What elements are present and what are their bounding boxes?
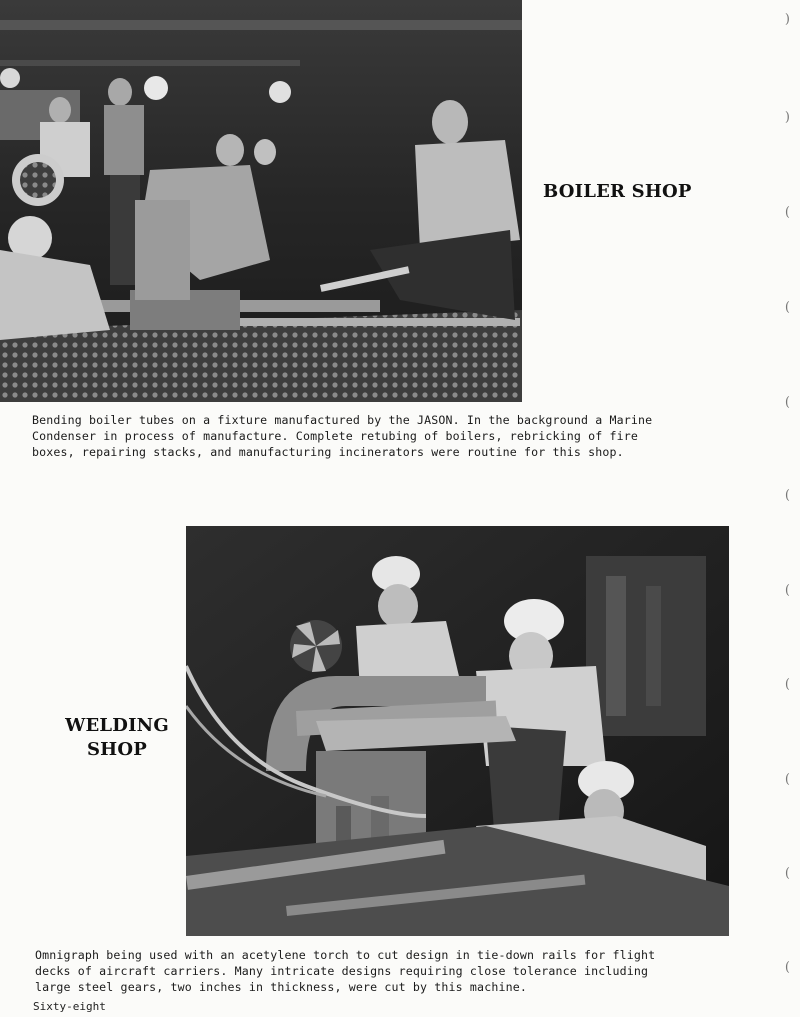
welding-shop-heading xyxy=(62,714,172,762)
binder-ring-mark: ( xyxy=(784,205,790,220)
welding-heading-line2: SHOP xyxy=(86,739,148,760)
welding-shop-photo xyxy=(186,526,729,936)
boiler-caption-line: Bending boiler tubes on a fixture manufactured by the JASON. In the background a Marine xyxy=(32,413,653,427)
boiler-caption-line: Condenser in process of manufacture. Complete retubing of boilers, rebricking of fire xyxy=(32,429,639,443)
binder-ring-mark: ) xyxy=(784,110,790,125)
welding-heading-line1: WELDING xyxy=(65,715,169,736)
page-number-label: Sixty-eight xyxy=(33,1000,106,1013)
binder-ring-mark: ( xyxy=(784,300,790,315)
welding-shop-caption xyxy=(35,947,655,995)
binder-ring-mark: ( xyxy=(784,488,790,503)
boiler-shop-caption xyxy=(32,412,652,460)
binder-ring-mark: ) xyxy=(784,12,790,27)
binder-ring-mark: ( xyxy=(784,395,790,410)
boiler-shop-heading: BOILER SHOP xyxy=(543,181,692,202)
binder-ring-mark: ( xyxy=(784,677,790,692)
boiler-caption-line: boxes, repairing stacks, and manufacturing incinerators were routine for this shop. xyxy=(32,445,624,459)
welding-caption-line: Omnigraph being used with an acetylene torch to cut design in tie-down rails for flight xyxy=(35,948,656,962)
binder-ring-mark: ( xyxy=(784,866,790,881)
welding-caption-line: decks of aircraft carriers. Many intricate designs requiring close tolerance including xyxy=(35,964,649,978)
boiler-shop-photo xyxy=(0,0,522,402)
binder-ring-mark: ( xyxy=(784,772,790,787)
welding-caption-line: large steel gears, two inches in thickness, were cut by this machine. xyxy=(35,980,527,994)
binder-ring-mark: ( xyxy=(784,583,790,598)
welding-shop-photo-illustration xyxy=(186,526,729,936)
boiler-shop-photo-illustration xyxy=(0,0,522,402)
binder-ring-mark: ( xyxy=(784,960,790,975)
